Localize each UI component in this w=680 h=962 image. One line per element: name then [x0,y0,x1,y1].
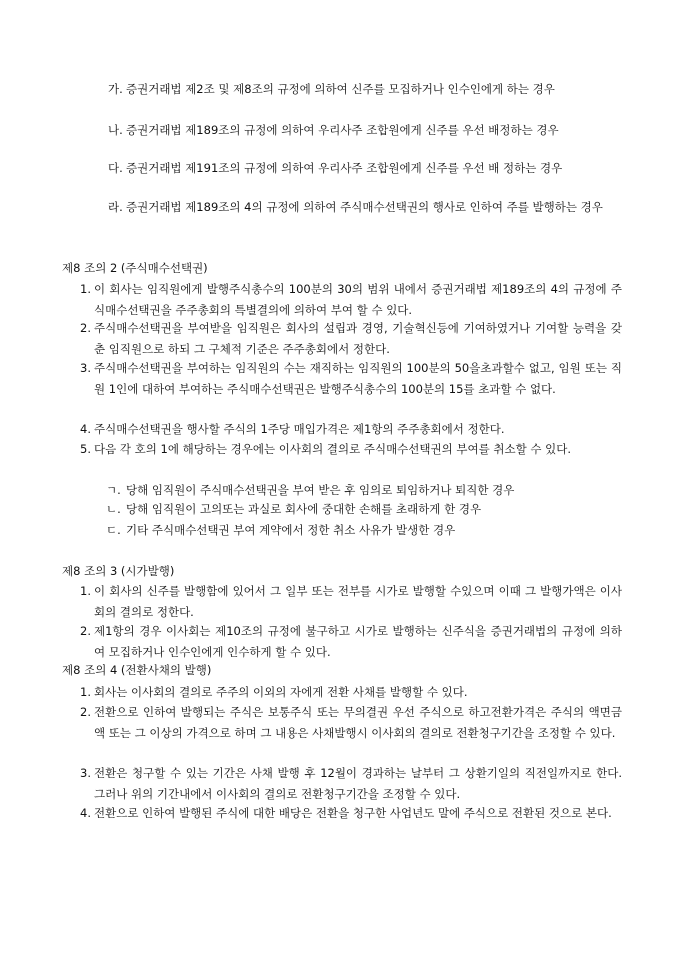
list-item-text: 이 회사는 임직원에게 발행주식총수의 100분의 30의 범위 내에서 증권거래법 제189조의 4의 규정에 주식매수선택권을 주주총회의 특별결의에 의하여 부여 할 수 있다. [94,282,622,317]
list-item-text: 주식매수선택권을 행사할 주식의 1주당 매입가격은 제1항의 주주총회에서 정한다. [94,422,505,436]
list-item-text: 이 회사의 신주를 발행함에 있어서 그 일부 또는 전부를 시가로 발행할 수있으며 이때 그 발행가액은 이사회의 결의로 정한다. [94,584,622,619]
list-item [80,763,622,805]
article-heading: 제8 조의 2 (주식매수선택권) [62,261,208,275]
list-item-text: 다음 각 호의 1에 해당하는 경우에는 이사회의 결의로 주식매수선택권의 부여를 취소할 수 있다. [94,442,571,456]
list-marker: 1. [80,282,91,296]
list-item [80,682,622,703]
list-marker: 4. [80,422,91,436]
sub-list-item [106,520,622,541]
list-item [108,158,622,179]
list-marker: 다. [108,161,123,175]
list-item [80,318,622,360]
list-item-text: 전환으로 인하여 발행된 주식에 대한 배당은 전환을 청구한 사업년도 말에 주식으로 전환된 것으로 본다. [94,806,612,820]
list-marker: 라. [108,200,123,214]
list-marker: 1. [80,685,91,699]
list-marker: 가. [108,82,123,96]
list-item-text: 증권거래법 제191조의 규정에 의하여 우리사주 조합원에게 신주를 우선 배 정하는 경우 [126,161,563,175]
list-item [108,79,622,100]
list-item [108,197,622,218]
list-marker: 1. [80,584,91,598]
list-item-text: 회사는 이사회의 결의로 주주의 이외의 자에게 전환 사채를 발행할 수 있다. [94,685,468,699]
article-heading: 제8 조의 4 (전환사채의 발행) [62,663,212,677]
list-marker: ㄱ. [106,483,121,497]
list-item-text: 당해 임직원이 고의또는 과실로 회사에 중대한 손해를 초래하게 한 경우 [126,502,482,516]
list-marker: 3. [80,766,91,780]
list-marker: 2. [80,321,91,335]
list-item-text: 전환은 청구할 수 있는 기간은 사채 발행 후 12월이 경과하는 날부터 그 상환기일의 직전일까지로 한다. 그러나 위의 기간내에서 이사회의 결의로 전환청구기간을 조정할 수 있다. [94,766,622,801]
list-item-text: 기타 주식매수선택권 부여 계약에서 정한 취소 사유가 발생한 경우 [126,523,456,537]
list-item-text: 제1항의 경우 이사회는 제10조의 규정에 불구하고 시가로 발행하는 신주식을 증권거래법의 규정에 의하여 모집하거나 인수인에게 인수하게 할 수 있다. [94,624,622,659]
list-marker: 3. [80,361,91,375]
list-item [80,439,622,460]
list-item [80,358,622,400]
list-marker: 2. [80,624,91,638]
list-item-text: 증권거래법 제189조의 규정에 의하여 우리사주 조합원에게 신주를 우선 배정하는 경우 [126,123,559,137]
list-item-text: 전환으로 인하여 발행되는 주식은 보통주식 또는 무의결권 우선 주식으로 하고전환가격은 주식의 액면금액 또는 그 이상의 가격으로 하며 그 내용은 사채발행시 이사회의 결의로 전환청구기간을 조정할 수 있다. [94,705,622,740]
list-item-text: 증권거래법 제189조의 4의 규정에 의하여 주식매수선택권의 행사로 인하여 주를 발행하는 경우 [126,200,603,214]
list-item [80,279,622,321]
list-marker: 나. [108,123,123,137]
sub-list-item [106,499,622,520]
list-item [108,120,622,141]
list-item-text: 주식매수선택권을 부여하는 임직원의 수는 재직하는 임직원의 100분의 50을초과할수 없고, 임원 또는 직원 1인에 대하여 부여하는 주식매수선택권은 발행주식총수의 100분의 15를 초과할 수 없다. [94,361,622,396]
list-item [80,621,622,663]
list-item [80,803,622,824]
list-item [80,581,622,623]
list-item-text: 주식매수선택권을 부여받을 임직원은 회사의 설립과 경영, 기술혁신등에 기여하였거나 기여할 능력을 갖춘 임직원으로 하되 그 구체적 기준은 주주총회에서 정한다. [94,321,622,356]
list-marker: ㄴ. [106,502,121,516]
list-item [80,419,622,440]
list-marker: 5. [80,442,91,456]
list-marker: 2. [80,705,91,719]
sub-list-item [106,480,622,501]
list-item [80,702,622,744]
list-marker: ㄷ. [106,523,121,537]
list-item-text: 증권거래법 제2조 및 제8조의 규정에 의하여 신주를 모집하거나 인수인에게 하는 경우 [126,82,555,96]
list-item-text: 당해 임직원이 주식매수선택권을 부여 받은 후 임의로 퇴임하거나 퇴직한 경우 [126,483,515,497]
list-marker: 4. [80,806,91,820]
article-heading: 제8 조의 3 (시가발행) [62,564,175,578]
